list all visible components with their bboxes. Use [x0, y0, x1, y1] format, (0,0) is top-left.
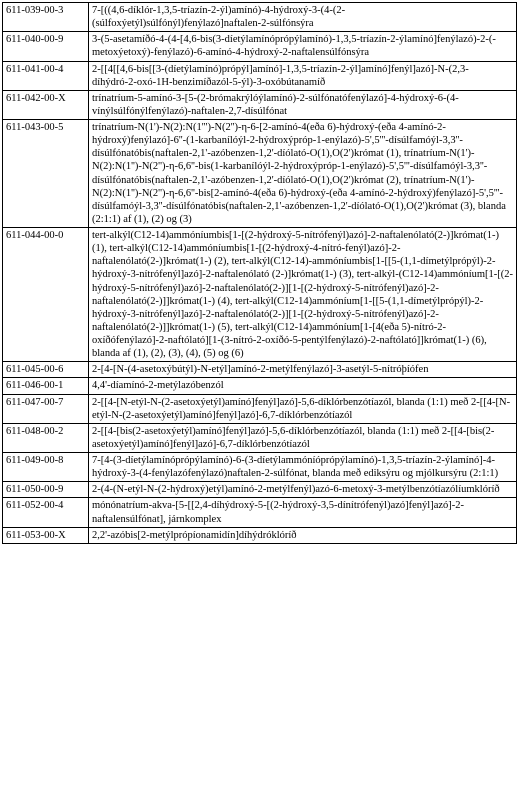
chemical-name: 2,2'-azóbis[2-metýlprópíonamidín]díhýdróklóríð: [89, 527, 517, 543]
table-row: [3, 90, 517, 119]
chemical-name: trínatríum-5-amínó-3-[5-(2-brómakrýlóýlamínó)-2-súlfónatófenýlazó]-4-hýdroxý-6-(4-vínýlsúlfónýlfenýlazó)-naftalen-2,7-dísúlfónat: [89, 90, 517, 119]
table-row: [3, 228, 517, 362]
table-row: [3, 61, 517, 90]
table-row: [3, 362, 517, 378]
index-number: 611-044-00-0: [3, 228, 89, 362]
index-number: 611-047-00-7: [3, 394, 89, 423]
chemical-name: tert-alkýl(C12-14)ammóníumbis[1-[(2-hýdroxý-5-nítrófenýl)azó]-2-naftalenólató(2-)]krómat(1-) (1), tert-alkýl(C12-14)ammóníumbis[1-[(2-hýdroxý-4-nítró-fenýl)azó]-2-naftalenólató(2-)]krómat(1-) (2), tert-alkýl(C12-14)-ammóníumbis[1-[[5-(1,1-dímetýlprópýl)-2-hýdroxý-3-nítrófenýl]azó]-2-naftalenólató (2-)]krómat(1-) (3), tert-alkýl-(C12-14)ammóníum[1-[(2-hýdroxý-5-nítrófenýl)azó]-2-naftalenólató(2-)][1-[(2-hýdroxý-5-nítrófenýl)azó]-2-naftalenólató(2-)]]krómat(1-) (4), tert-alkýl(C12-14)ammóníum[1-[[5-(1,1-dímetýlprópýl)-2-hýdroxý-3-nítrófenýl]azó]-2-naftalenólató(2-)][1-[(2-hýdroxý-5-nítrófenýl)azó]-2-naftalenólató(2-)]]krómat(1-) (5), tert-alkýl(C12-14)ammóníum[1-[4(eða 5)-nítró-2-oxíðófenýlazó]-2-naftólató][1-(3-nítró-2-oxíðó-5-pentýlfenýlazó)-2-naftólató]]krómat(1-) (6), blanda af (1), (2), (3), (4), (5) og (6): [89, 228, 517, 362]
chemical-name: 7-[4-(3-díetýlamínóprópýlamínó)-6-(3-díetýlammóníóprópýlamínó)-1,3,5-tríazín-2-ýlamínó]-4-hýdroxý-3-(4-fenýlazófenýlazó)naftalen-2-súlfónat, blanda með ediksýru og mjólkursýru (2:1:1): [89, 453, 517, 482]
table-row: [3, 423, 517, 452]
chemical-name: 3-(5-asetamíðó-4-(4-[4,6-bis(3-díetýlamínóprópýlamínó)-1,3,5-tríazín-2-ýlamínó]fenýlazó)-2-(-metoxýetoxý)-fenýlazó)-6-amínó-4-hýdroxý-2-naftalensúlfónsýra: [89, 32, 517, 61]
index-number: 611-048-00-2: [3, 423, 89, 452]
index-number: 611-042-00-X: [3, 90, 89, 119]
chemical-name: 2-[[4-[N-etýl-N-(2-asetoxýetýl)amínó]fenýl]azó]-5,6-díklórbenzótíazól, blanda (1:1) með 2-[[4-[N-etýl-N-(2-asetoxýetýl)amínó]fenýl]azó]-6,7-díklórbenzótíazól: [89, 394, 517, 423]
index-number: 611-049-00-8: [3, 453, 89, 482]
chemical-name: 2-[[4-[bis(2-asetoxýetýl)amínó]fenýl]azó]-5,6-díklórbenzótíazól, blanda (1:1) með 2-[[4-[bis(2-asetoxýetýl)amínó]fenýl]azó]-6,7-díklórbenzótíazól: [89, 423, 517, 452]
table-row: [3, 527, 517, 543]
table-row: [3, 394, 517, 423]
chemical-name: 2-[4-[N-(4-asetoxýbútýl)-N-etýl]amínó-2-metýlfenýlazó]-3-asetýl-5-nítróþíófen: [89, 362, 517, 378]
table-row: [3, 482, 517, 498]
chemical-name: 4,4'-díamínó-2-metýlazóbenzól: [89, 378, 517, 394]
index-number: 611-052-00-4: [3, 498, 89, 527]
table-row: [3, 498, 517, 527]
index-number: 611-041-00-4: [3, 61, 89, 90]
index-number: 611-050-00-9: [3, 482, 89, 498]
chemical-name: trínatríum-N(1')-N(2):N(1''')-N(2'')-η-6-[2-amínó-4(eða 6)-hýdroxý-(eða 4-amínó-2-hýdroxý)fenýlazó]-6''-(1-karbanílóýl-2-hýdroxýpróp-1-enýlazó)-5',5'''-dísúlfamóýl-3,3''-dísúlfónatóbis(naftalen-2,1'-azóbenzen-1,2'-díólató-O(1),O(2')krómat (1), trínatríum-N(1')-N(2):N(1'')-N(2'')-η-6,6''-bis(1-karbanílóýl-2-hýdroxýpróp-1-enýlazó)-5',5'''-dísúlfamóýl-3,3''-dísúlfónatóbis(naftalen-2,1'-azóbenzen-1,2'-díólató-O(1),O(2')krómat (2), trínatríum-N(1')-N(2):N(1'')-N(2'')-η-6,6''-bis[2-amínó-4(eða 6)-hýdroxý-(eða 4-amínó-2-hýdroxý)fenýlazó]-5',5'''-dísúlfamóýl-3,3''-dísúlfónatóbis(naftalen-2,1'-azóbenzen-1,2'-díólató-O(1),O(2')krómat (3), blanda (2:1:1) af (1), (2) og (3): [89, 120, 517, 228]
substance-table: [2, 2, 517, 544]
table-row: [3, 32, 517, 61]
chemical-name: mónónatríum-akva-[5-[[2,4-díhýdroxý-5-[(2-hýdroxý-3,5-dínítrófenýl)azó]fenýl]azó]-2-naftalensúlfónat], járnkomplex: [89, 498, 517, 527]
index-number: 611-045-00-6: [3, 362, 89, 378]
chemical-name: 2-[[4[[4,6-bis[[3-(díetýlamínó)própýl]amínó]-1,3,5-tríazín-2-ýl]amínó]fenýl]azó]-N-(2,3-díhýdró-2-oxó-1H-benzimíðazól-5-ýl)-3-oxóbútanamíð: [89, 61, 517, 90]
index-number: 611-046-00-1: [3, 378, 89, 394]
chemical-name: 2-(4-(N-etýl-N-(2-hýdroxý)etýl)amínó-2-metýlfenýl)azó-6-metoxý-3-metýlbenzótíazólíumklóríð: [89, 482, 517, 498]
index-number: 611-039-00-3: [3, 3, 89, 32]
table-row: [3, 453, 517, 482]
table-row: [3, 120, 517, 228]
table-row: [3, 3, 517, 32]
index-number: 611-040-00-9: [3, 32, 89, 61]
chemical-name: 7-[((4,6-díklór-1,3,5-tríazín-2-ýl)amínó)-4-hýdroxý-3-(4-(2-(súlfoxýetýl)súlfónýl)fenýlazó]naftalen-2-súlfónsýra: [89, 3, 517, 32]
table-row: [3, 378, 517, 394]
index-number: 611-053-00-X: [3, 527, 89, 543]
index-number: 611-043-00-5: [3, 120, 89, 228]
